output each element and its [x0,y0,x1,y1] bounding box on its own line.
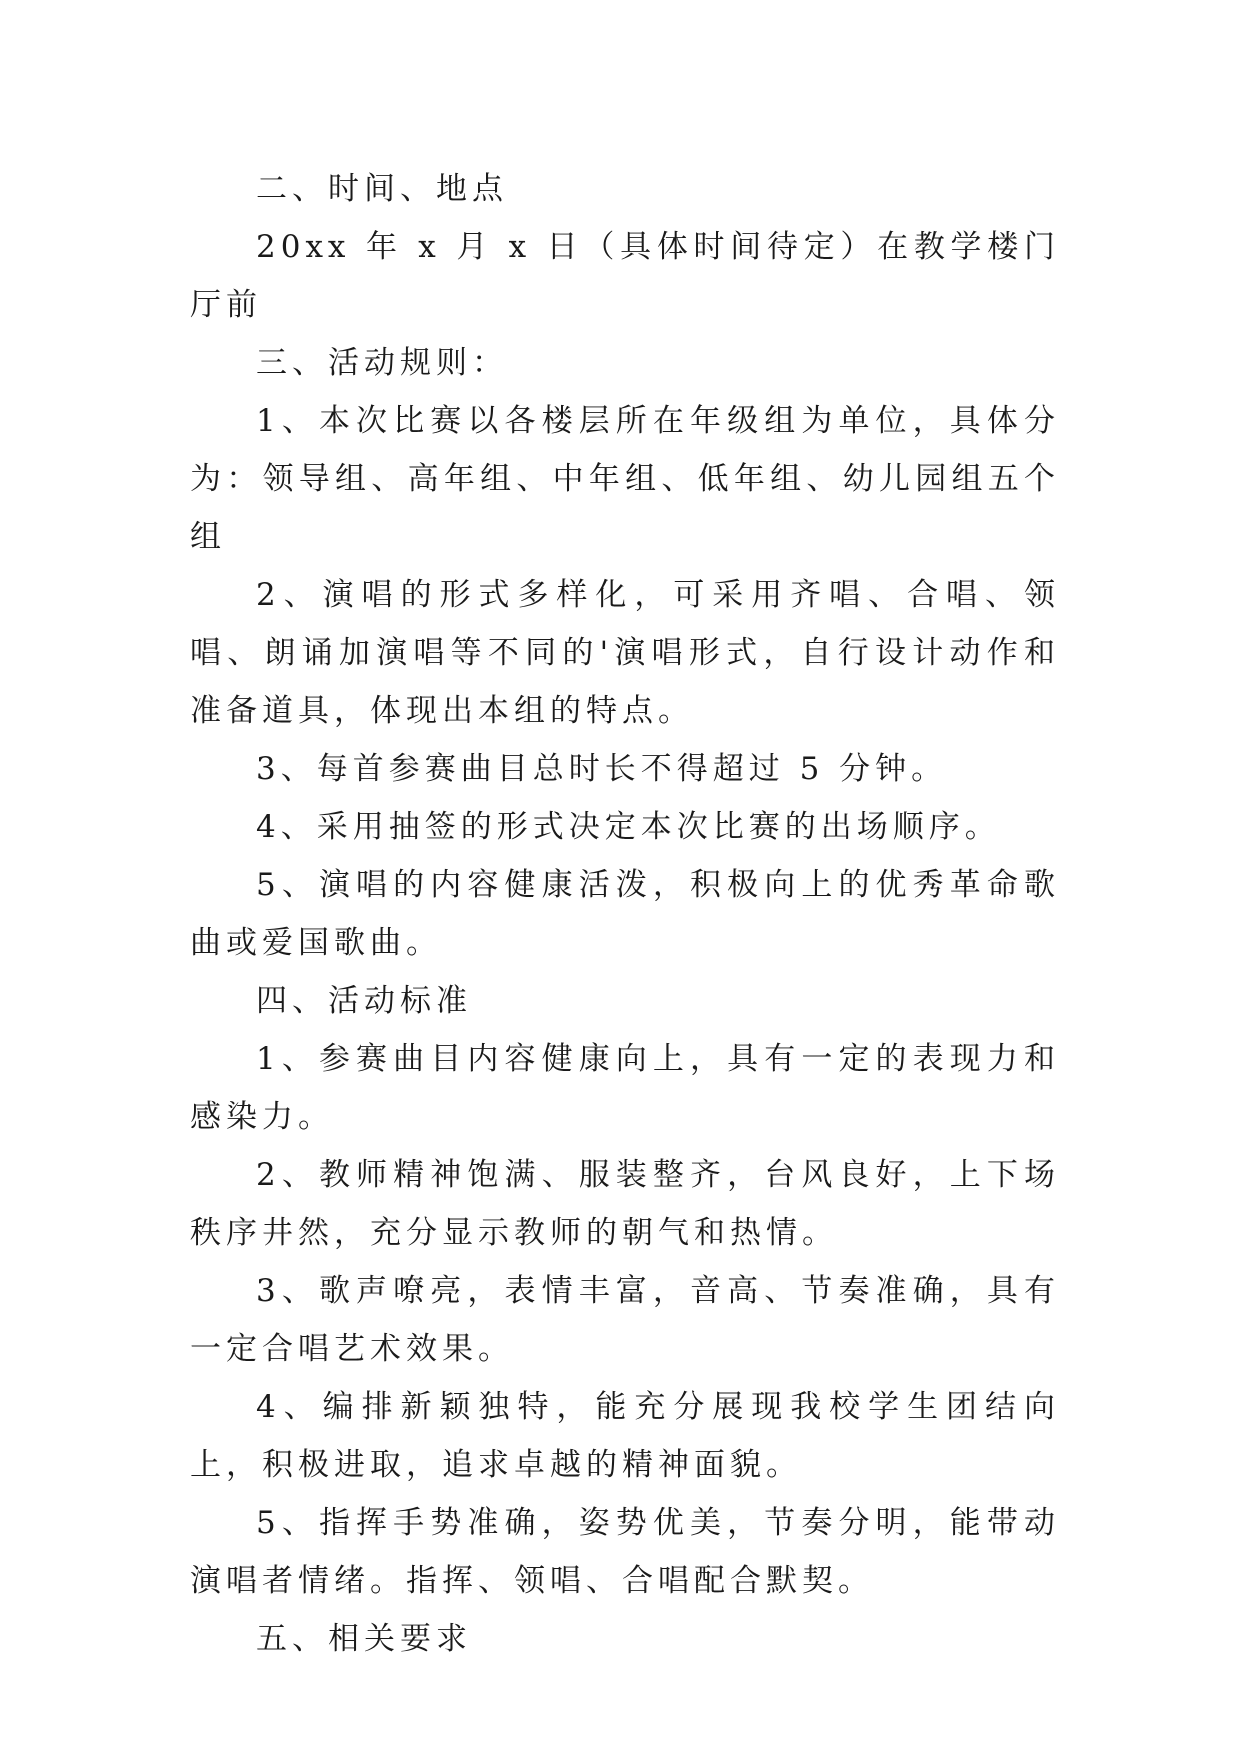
rule-item-2: 2、演唱的形式多样化，可采用齐唱、合唱、领唱、朗诵加演唱等不同的'演唱形式，自行设计动作和准备道具，体现出本组的特点。 [190,577,1060,729]
section-heading-rules: 三、活动规则： [256,345,508,381]
section-heading-time-place: 二、时间、地点 [256,171,508,207]
rule-item-4: 4、采用抽签的形式决定本次比赛的出场顺序。 [256,809,1001,845]
standard-item-3: 3、歌声嘹亮，表情丰富，音高、节奏准确，具有一定合唱艺术效果。 [190,1273,1060,1367]
rule-item-3: 3、每首参赛曲目总时长不得超过 5 分钟。 [256,751,948,787]
paragraph-date-location: 20xx 年 x 月 x 日（具体时间待定）在教学楼门厅前 [190,229,1060,323]
rule-item-5: 5、演唱的内容健康活泼，积极向上的优秀革命歌曲或爱国歌曲。 [190,867,1060,961]
standard-item-2: 2、教师精神饱满、服装整齐，台风良好，上下场秩序井然，充分显示教师的朝气和热情。 [190,1157,1060,1251]
rule-item-1: 1、本次比赛以各楼层所在年级组为单位，具体分为：领导组、高年组、中年组、低年组、幼儿园组五个组 [190,403,1060,555]
section-heading-standards: 四、活动标准 [256,983,472,1019]
document-body [190,160,1060,1668]
section-heading-requirements: 五、相关要求 [256,1621,472,1657]
standard-item-5: 5、指挥手势准确，姿势优美，节奏分明，能带动演唱者情绪。指挥、领唱、合唱配合默契。 [190,1505,1060,1599]
standard-item-1: 1、参赛曲目内容健康向上，具有一定的表现力和感染力。 [190,1041,1060,1135]
standard-item-4: 4、编排新颖独特，能充分展现我校学生团结向上，积极进取，追求卓越的精神面貌。 [190,1389,1060,1483]
